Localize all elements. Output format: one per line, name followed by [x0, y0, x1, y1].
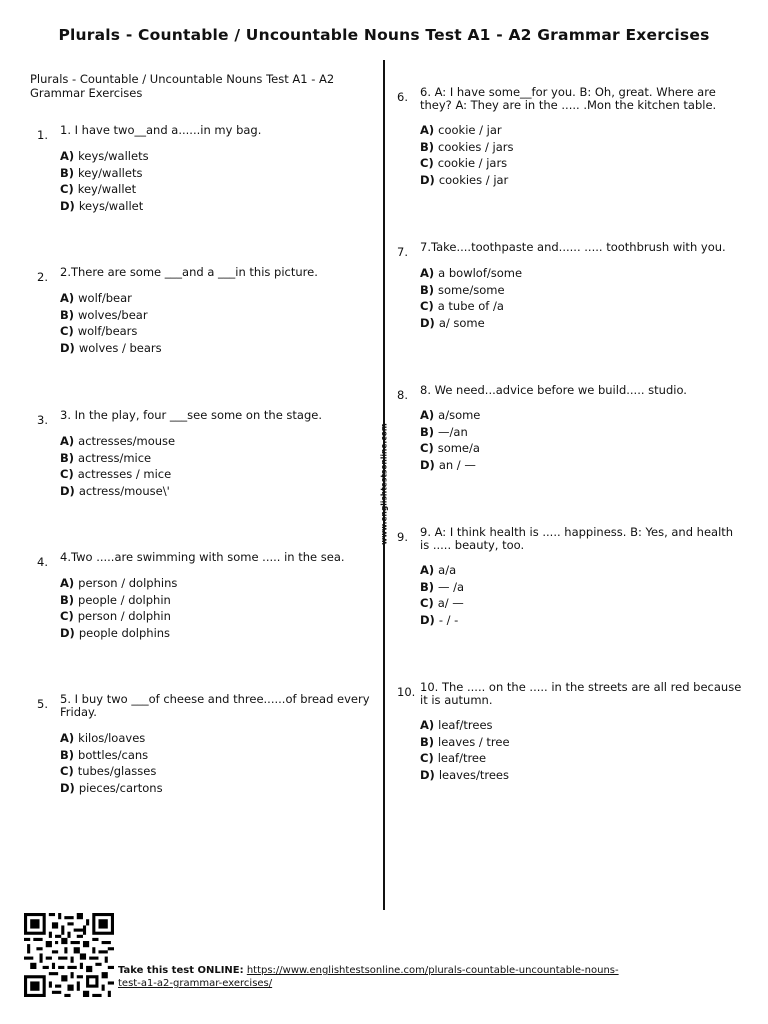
answer-option-b[interactable] — [420, 139, 514, 156]
option-text: some/a — [437, 441, 480, 455]
answer-option-c[interactable] — [60, 323, 162, 340]
answer-option-a[interactable] — [420, 717, 510, 734]
answer-option-d[interactable] — [60, 780, 163, 797]
answer-option-c[interactable] — [420, 298, 522, 315]
option-text: person / dolphins — [78, 576, 178, 590]
option-letter: D) — [420, 457, 435, 472]
option-text: people / dolphin — [78, 592, 171, 607]
answer-option-d[interactable] — [420, 767, 510, 784]
answer-option-d[interactable] — [420, 612, 464, 629]
question-7 — [397, 241, 742, 341]
question-number: 10. — [397, 685, 416, 699]
answer-option-b[interactable] — [60, 450, 175, 467]
option-text: cookie / jar — [438, 123, 502, 137]
option-letter: A) — [420, 123, 435, 137]
option-text: wolves/bear — [78, 307, 148, 322]
answer-option-a[interactable] — [60, 730, 163, 747]
question-text: 3. In the play, four ___see some on the stage. — [60, 408, 323, 422]
side-website-url: www.englishtestsonline.com — [379, 423, 389, 545]
option-letter: C) — [420, 751, 434, 765]
answer-option-c[interactable] — [60, 763, 163, 780]
test-url-line-2: test-a1-a2-grammar-exercises/ — [118, 978, 273, 989]
option-text: keys/wallets — [78, 149, 149, 163]
answer-option-c[interactable] — [420, 595, 464, 612]
option-text: cookie / jars — [437, 156, 508, 170]
option-text: actress/mouse\' — [78, 483, 170, 498]
option-letter: C) — [420, 596, 434, 610]
option-letter: D) — [420, 767, 435, 782]
answer-options — [420, 407, 480, 473]
option-text: a/some — [438, 408, 481, 422]
question-text: 9. A: I think health is ..... happiness. B: Yes, and health is ..... beauty, too. — [420, 525, 734, 552]
question-10 — [397, 681, 742, 791]
answer-option-d[interactable] — [60, 340, 162, 357]
answer-options — [60, 148, 149, 214]
answer-option-c[interactable] — [420, 155, 514, 172]
answer-option-a[interactable] — [60, 290, 162, 307]
option-letter: B) — [420, 282, 435, 297]
option-text: cookies / jars — [438, 139, 514, 154]
question-text: 4.Two .....are swimming with some ..... in the sea. — [60, 550, 345, 564]
answer-options — [60, 730, 163, 796]
option-text: —/an — [438, 424, 468, 439]
option-text: tubes/glasses — [77, 764, 157, 778]
option-letter: D) — [60, 625, 75, 640]
option-text: actress/mice — [78, 450, 152, 465]
option-letter: C) — [60, 467, 74, 481]
answer-option-b[interactable] — [420, 424, 480, 441]
option-letter: D) — [420, 315, 435, 330]
option-letter: B) — [60, 450, 75, 465]
option-letter: D) — [420, 612, 435, 627]
option-text: leaves/trees — [438, 767, 510, 782]
answer-option-d[interactable] — [420, 172, 514, 189]
option-text: actresses/mouse — [78, 434, 176, 448]
option-text: a/ — — [437, 596, 464, 610]
option-text: key/wallet — [77, 182, 137, 196]
answer-options — [420, 562, 464, 628]
question-number: 6. — [397, 90, 408, 104]
question-text: 1. I have two__and a......in my bag. — [60, 123, 262, 137]
question-1 — [37, 124, 377, 224]
answer-options — [420, 122, 514, 188]
option-letter: B) — [60, 592, 75, 607]
answer-option-d[interactable] — [60, 483, 175, 500]
option-letter: A) — [60, 434, 75, 448]
question-number: 5. — [37, 697, 48, 711]
option-letter: D) — [60, 483, 75, 498]
question-6 — [397, 86, 742, 196]
option-letter: C) — [420, 156, 434, 170]
option-text: a bowlof/some — [438, 266, 523, 280]
option-text: actresses / mice — [77, 467, 172, 481]
option-letter: D) — [60, 198, 75, 213]
test-url-line-1: https://www.englishtestsonline.com/plurals-countable-uncountable-nouns- — [246, 965, 619, 976]
question-9 — [397, 526, 742, 636]
option-text: kilos/loaves — [78, 731, 146, 745]
option-text: wolves / bears — [78, 340, 162, 355]
option-letter: C) — [420, 441, 434, 455]
answer-option-a[interactable] — [420, 562, 464, 579]
question-text: 5. I buy two ___of cheese and three......of bread every Friday. — [60, 692, 370, 719]
answer-option-a[interactable] — [420, 122, 514, 139]
option-text: cookies / jar — [438, 172, 509, 187]
answer-option-c[interactable] — [60, 608, 177, 625]
answer-options — [60, 575, 177, 641]
option-letter: C) — [420, 299, 434, 313]
answer-options — [420, 717, 510, 783]
option-letter: B) — [60, 307, 75, 322]
document-subtitle: Plurals - Countable / Uncountable Nouns Test A1 - A2 Grammar Exercises — [30, 72, 335, 100]
option-text: bottles/cans — [78, 747, 149, 762]
question-4 — [37, 551, 377, 651]
answer-option-a[interactable] — [420, 265, 522, 282]
option-letter: D) — [60, 340, 75, 355]
answer-option-d[interactable] — [60, 625, 177, 642]
option-text: pieces/cartons — [78, 780, 163, 795]
option-letter: A) — [420, 718, 435, 732]
option-letter: B) — [60, 165, 75, 180]
answer-options — [420, 265, 522, 331]
question-number: 3. — [37, 413, 48, 427]
option-letter: C) — [60, 182, 74, 196]
option-text: - / - — [438, 612, 459, 627]
option-letter: C) — [60, 609, 74, 623]
option-text: people dolphins — [78, 625, 171, 640]
option-text: some/some — [438, 282, 505, 297]
option-text: leaf/trees — [438, 718, 493, 732]
question-text: 7.Take....toothpaste and...... ..... toothbrush with you. — [420, 240, 726, 254]
option-letter: A) — [60, 291, 75, 305]
question-number: 4. — [37, 555, 48, 569]
question-number: 2. — [37, 270, 48, 284]
option-letter: C) — [60, 764, 74, 778]
option-letter: A) — [420, 266, 435, 280]
option-letter: B) — [420, 424, 435, 439]
question-text: 2.There are some ___and a ___in this picture. — [60, 265, 318, 279]
option-text: leaf/tree — [437, 751, 487, 765]
answer-option-b[interactable] — [60, 165, 149, 182]
question-3 — [37, 409, 377, 509]
question-8 — [397, 384, 742, 484]
answer-option-b[interactable] — [60, 747, 163, 764]
answer-option-b[interactable] — [60, 307, 162, 324]
question-number: 7. — [397, 245, 408, 259]
answer-option-c[interactable] — [420, 750, 510, 767]
footer — [118, 964, 678, 990]
option-letter: B) — [420, 139, 435, 154]
option-text: a tube of /a — [437, 299, 504, 313]
answer-options — [60, 290, 162, 356]
option-text: — /a — [438, 579, 465, 594]
option-text: wolf/bear — [78, 291, 132, 305]
footer-label: Take this test ONLINE: — [118, 965, 244, 976]
option-text: keys/wallet — [78, 198, 144, 213]
answer-option-d[interactable] — [420, 457, 480, 474]
option-letter: B) — [420, 579, 435, 594]
answer-option-b[interactable] — [420, 282, 522, 299]
answer-option-c[interactable] — [60, 181, 149, 198]
option-text: wolf/bears — [77, 324, 138, 338]
answer-option-a[interactable] — [60, 148, 149, 165]
answer-option-c[interactable] — [60, 466, 175, 483]
option-text: an / — — [438, 457, 476, 472]
answer-option-c[interactable] — [420, 440, 480, 457]
answer-options — [60, 433, 175, 499]
option-text: key/wallets — [78, 165, 143, 180]
answer-option-a[interactable] — [420, 407, 480, 424]
option-letter: A) — [60, 149, 75, 163]
option-letter: C) — [60, 324, 74, 338]
option-letter: A) — [420, 563, 435, 577]
option-letter: A) — [420, 408, 435, 422]
question-text: 6. A: I have some__for you. B: Oh, great. Where are they? A: They are in the ..... .Mon the kitchen table. — [420, 85, 717, 112]
option-text: leaves / tree — [438, 734, 510, 749]
option-letter: B) — [420, 734, 435, 749]
option-text: person / dolphin — [77, 609, 171, 623]
question-number: 9. — [397, 530, 408, 544]
question-5 — [37, 693, 377, 803]
question-number: 8. — [397, 388, 408, 402]
option-letter: D) — [60, 780, 75, 795]
question-2 — [37, 266, 377, 366]
question-text: 8. We need...advice before we build..... studio. — [420, 383, 687, 397]
answer-option-a[interactable] — [60, 575, 177, 592]
question-number: 1. — [37, 128, 48, 142]
question-text: 10. The ..... on the ..... in the streets are all red because it is autumn. — [420, 680, 742, 707]
answer-option-b[interactable] — [420, 579, 464, 596]
answer-option-b[interactable] — [420, 734, 510, 751]
option-letter: D) — [420, 172, 435, 187]
qr-code-icon[interactable] — [24, 913, 114, 997]
option-letter: B) — [60, 747, 75, 762]
answer-option-a[interactable] — [60, 433, 175, 450]
answer-option-d[interactable] — [420, 315, 522, 332]
option-text: a/a — [438, 563, 457, 577]
option-letter: A) — [60, 731, 75, 745]
page-title: Plurals - Countable / Uncountable Nouns Test A1 - A2 Grammar Exercises — [58, 26, 710, 44]
answer-option-d[interactable] — [60, 198, 149, 215]
answer-option-b[interactable] — [60, 592, 177, 609]
option-text: a/ some — [438, 315, 485, 330]
option-letter: A) — [60, 576, 75, 590]
